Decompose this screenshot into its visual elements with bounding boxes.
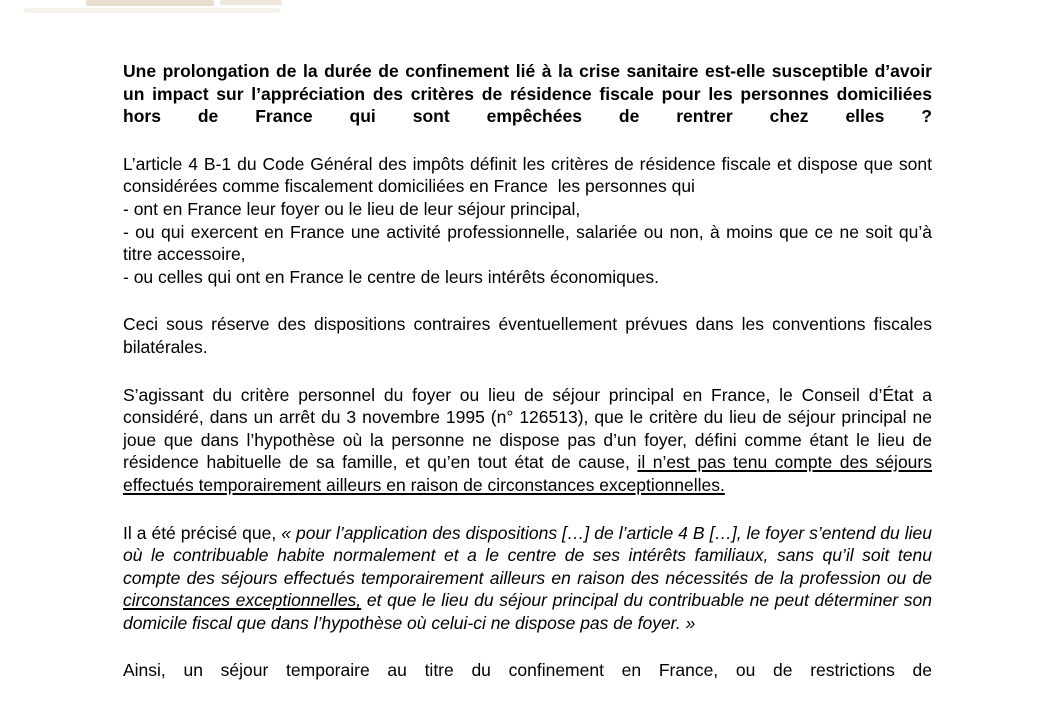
conseil-etat-text: S’agissant du critère personnel du foyer ou lieu de séjour principal en France, le Conseil d’État a considéré, dans un arrêt du 3 novembre 1995 (n° 126513), que le critère du lieu de séjour principal ne joue que dans l’hypothèse où la personne ne dispose pas d’un foyer, défini comme étant le lieu de résidence habituelle de sa famille, et qu’en tout état de cause,: [123, 384, 932, 473]
paragraph-conseil-etat: [123, 384, 932, 497]
faded-letterhead-artifact: [86, 0, 214, 6]
document-body: [123, 60, 932, 682]
article-criterion-foyer: - ont en France leur foyer ou le lieu de leur séjour principal,: [123, 198, 581, 219]
article-criterion-interets: - ou celles qui ont en France le centre de leurs intérêts économiques.: [123, 266, 659, 287]
paragraph-conclusion: [123, 659, 932, 682]
conseil-etat-underlined-text: il n’est pas tenu compte des séjours effectués temporairement ailleurs en raison de circonstances exceptionnelles.: [123, 452, 932, 495]
precision-quote-part2: et que le lieu du séjour principal du contribuable ne peut déterminer son domicile fiscal que dans l’hypothèse où celui-ci ne dispose pas de foyer. »: [123, 590, 933, 633]
paragraph-reserve-conventions: [123, 313, 932, 358]
precision-quote-underlined: circonstances exceptionnelles,: [123, 590, 362, 611]
article-definition-intro: L’article 4 B-1 du Code Général des impôts définit les critères de résidence fiscale et dispose que sont considérées comme fiscalement domiciliées en France les personnes qui: [123, 153, 932, 197]
paragraph-precision-quote: [123, 522, 932, 635]
reserve-conventions-text: Ceci sous réserve des dispositions contraires éventuellement prévues dans les conventions fiscales bilatérales.: [123, 314, 932, 357]
precision-lead: Il a été précisé que,: [123, 522, 282, 543]
question-heading-text: Une prolongation de la durée de confinement lié à la crise sanitaire est-elle susceptible d’avoir un impact sur l’appréciation des critères de résidence fiscale pour les personnes domiciliées hors de France qui sont empêchées de rentrer chez elles ?: [123, 61, 932, 127]
question-heading: [123, 60, 932, 128]
conclusion-text: Ainsi, un séjour temporaire au titre du confinement en France, ou de restrictions de: [123, 660, 932, 681]
article-criterion-activite: - ou qui exercent en France une activité professionnelle, salariée ou non, à moins que ce ne soit qu’à titre accessoire,: [123, 221, 932, 265]
faded-letterhead-artifact-2: [220, 0, 282, 5]
precision-quote-part1: « pour l’application des dispositions […] de l’article 4 B […], le foyer s’entend du lieu où le contribuable habite normalement et a le centre de ses intérêts familiaux, sans qu’il soit tenu compte des séjours effectués temporairement ailleurs en raison des nécessités de la profession ou de: [123, 522, 932, 588]
faded-letterhead-artifact-3: [24, 8, 280, 13]
paragraph-article-definition: [123, 153, 932, 289]
